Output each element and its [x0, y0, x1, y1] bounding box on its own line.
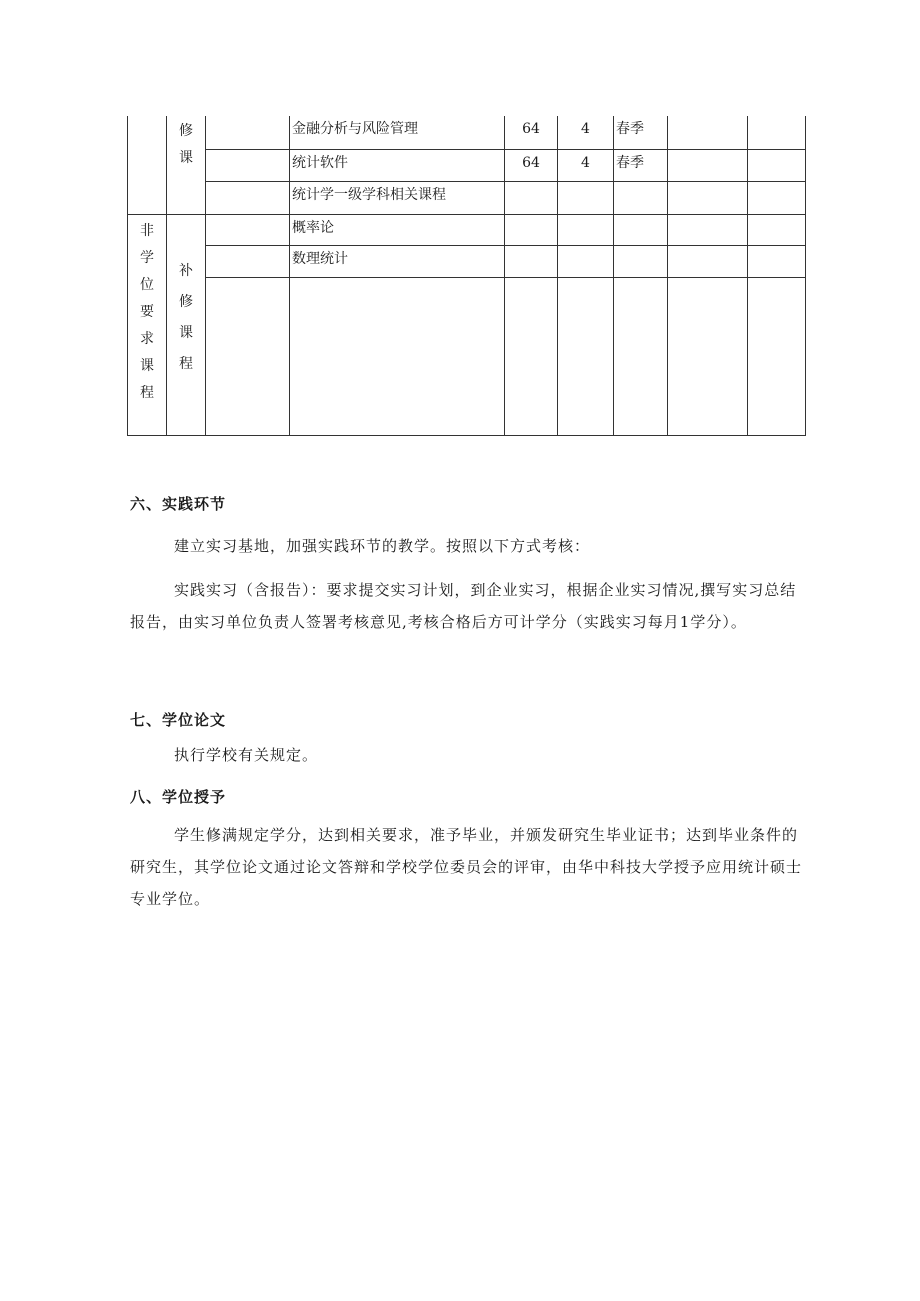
category-char: 学: [140, 249, 154, 266]
table-row: [128, 277, 806, 435]
empty-cell: [668, 245, 748, 277]
course-semester: 春季: [614, 116, 668, 149]
category-char: 程: [140, 384, 154, 401]
empty-cell: [748, 245, 806, 277]
paragraph: 实践实习（含报告）：要求提交实习计划，到企业实习，根据企业实习情况,撰写实习总结报告，由实习单位负责人签署考核意见,考核合格后方可计学分（实践实习每月1学分）。: [130, 581, 797, 631]
category-char: 求: [140, 330, 154, 347]
course-credits: 4: [558, 116, 614, 149]
table-row: [128, 245, 806, 277]
course-table: [127, 116, 806, 436]
category-char: 课: [179, 324, 193, 341]
course-hours: 64: [505, 149, 558, 181]
course-credits: 4: [558, 149, 614, 181]
empty-cell: [748, 214, 806, 245]
category-cell: [128, 116, 167, 214]
course-credits: [558, 181, 614, 214]
code-cell: [206, 149, 290, 181]
table-row: [128, 149, 806, 181]
paragraph: 建立实习基地，加强实践环节的教学。按照以下方式考核：: [174, 537, 591, 555]
category-char: 课: [140, 357, 154, 374]
table-row: [128, 214, 806, 245]
empty-cell: [505, 245, 558, 277]
section-heading: 八、学位授予: [130, 788, 227, 806]
empty-cell: [748, 116, 806, 149]
course-semester: 春季: [614, 149, 668, 181]
subcategory-cell: [167, 116, 206, 214]
category-char: 要: [140, 303, 154, 320]
empty-cell: [614, 277, 668, 435]
code-cell: [206, 245, 290, 277]
section-heading: 七、学位论文: [130, 711, 227, 729]
empty-cell: [558, 214, 614, 245]
empty-cell: [505, 277, 558, 435]
empty-cell: [558, 277, 614, 435]
course-name: 统计学一级学科相关课程: [290, 181, 505, 214]
empty-cell: [668, 214, 748, 245]
category-char: 课: [179, 150, 193, 166]
category-char: 补: [179, 262, 193, 279]
section-heading: 六、实践环节: [130, 495, 227, 513]
empty-cell: [748, 277, 806, 435]
paragraph: 执行学校有关规定。: [174, 746, 319, 764]
code-cell: [206, 116, 290, 149]
course-name: 金融分析与风险管理: [290, 116, 505, 149]
table-row: [128, 116, 806, 149]
empty-cell: [614, 245, 668, 277]
empty-cell: [668, 277, 748, 435]
empty-cell: [558, 245, 614, 277]
course-hours: [505, 181, 558, 214]
course-name: 概率论: [290, 214, 505, 245]
course-name: 统计软件: [290, 149, 505, 181]
code-cell: [206, 277, 290, 435]
category-char: 位: [140, 276, 154, 293]
empty-cell: [748, 181, 806, 214]
paragraph: 学生修满规定学分，达到相关要求，准予毕业，并颁发研究生毕业证书；达到毕业条件的研究生，其学位论文通过论文答辩和学校学位委员会的评审，由华中科技大学授予应用统计硕士专业学位。: [130, 826, 803, 908]
course-name: 数理统计: [290, 245, 505, 277]
code-cell: [206, 181, 290, 214]
empty-cell: [668, 181, 748, 214]
empty-cell: [614, 214, 668, 245]
subcategory-cell: [167, 214, 206, 435]
category-cell: [128, 214, 167, 435]
category-char: 非: [140, 222, 154, 239]
code-cell: [206, 214, 290, 245]
empty-cell: [668, 149, 748, 181]
course-hours: 64: [505, 116, 558, 149]
category-char: 修: [179, 123, 193, 139]
empty-cell: [668, 116, 748, 149]
empty-cell: [505, 214, 558, 245]
empty-cell: [290, 277, 505, 435]
category-char: 修: [179, 293, 193, 310]
table-row: [128, 181, 806, 214]
empty-cell: [748, 149, 806, 181]
category-char: 程: [179, 355, 193, 372]
course-semester: [614, 181, 668, 214]
